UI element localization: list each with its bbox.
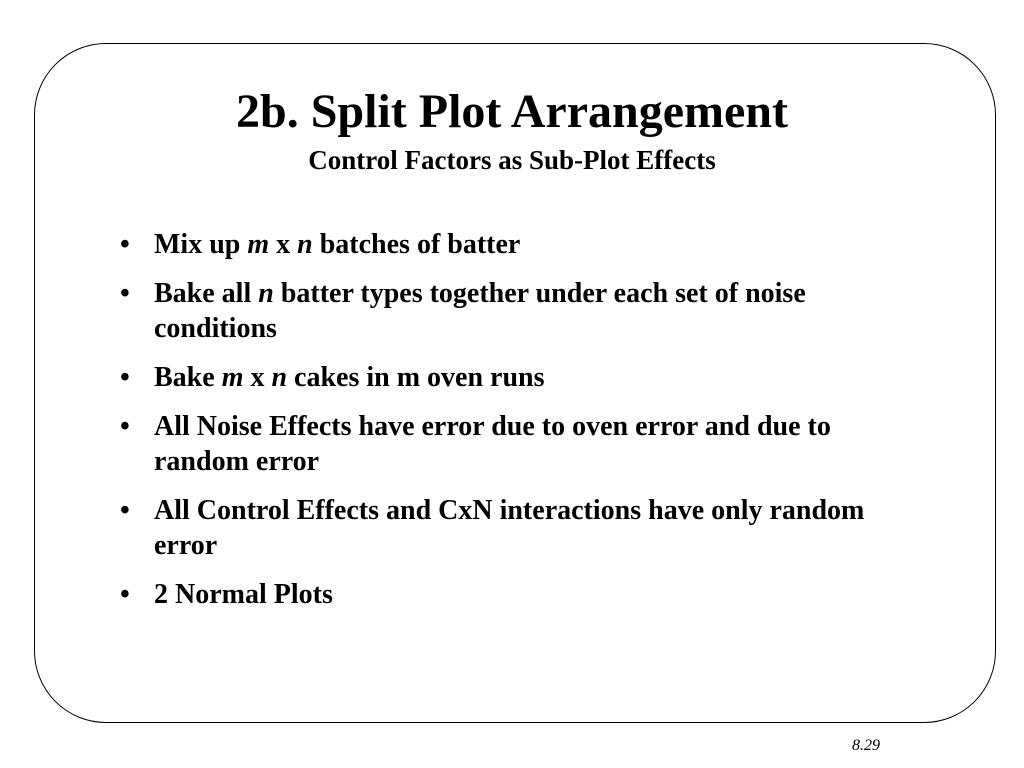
slide-title: 2b. Split Plot Arrangement [236, 85, 788, 138]
bullet-item [120, 409, 910, 479]
bullet-text [154, 278, 806, 344]
bullet-variable: n [297, 229, 313, 260]
bullet-dot: • [120, 579, 130, 610]
bullet-text-segment: Bake [154, 362, 222, 393]
bullet-item [120, 493, 910, 563]
bullet-text [154, 411, 831, 477]
bullet-variable: m [221, 362, 244, 393]
bullet-dot: • [120, 278, 130, 309]
bullet-variable: m [247, 229, 270, 260]
bullet-text [154, 495, 864, 561]
bullet-item [120, 577, 910, 612]
bullet-variable: n [271, 362, 288, 393]
bullet-text-segment: x [243, 362, 272, 393]
bullet-text-segment: Bake all [154, 278, 259, 309]
bullet-text-segment: cakes in m oven runs [287, 362, 545, 393]
bullet-item [120, 360, 910, 395]
slide-subtitle: Control Factors as Sub-Plot Effects [308, 145, 716, 175]
bullet-variable: n [258, 278, 274, 309]
bullet-item [120, 276, 910, 346]
bullet-text-segment: x [269, 229, 298, 260]
bullet-text-segment: batches of batter [312, 229, 521, 260]
bullet-text-segment: 2 Normal Plots [154, 579, 333, 610]
bullet-dot: • [120, 229, 130, 260]
bullet-text [154, 579, 333, 610]
bullet-item [120, 227, 910, 262]
bullet-dot: • [120, 495, 130, 526]
bullet-text [154, 362, 545, 393]
bullet-text-segment: All Noise Effects have error due to oven error and due to random error [154, 411, 831, 477]
bullet-list [120, 227, 910, 626]
bullet-dot: • [120, 411, 130, 442]
bullet-text-segment: batter types together under each set of noise conditions [154, 278, 806, 344]
bullet-dot: • [120, 362, 130, 393]
bullet-text-segment: Mix up [154, 229, 248, 260]
bullet-text-segment: All Control Effects and CxN interactions have only random error [154, 495, 865, 561]
bullet-text [154, 229, 520, 260]
page-number: 8.29 [852, 737, 880, 754]
